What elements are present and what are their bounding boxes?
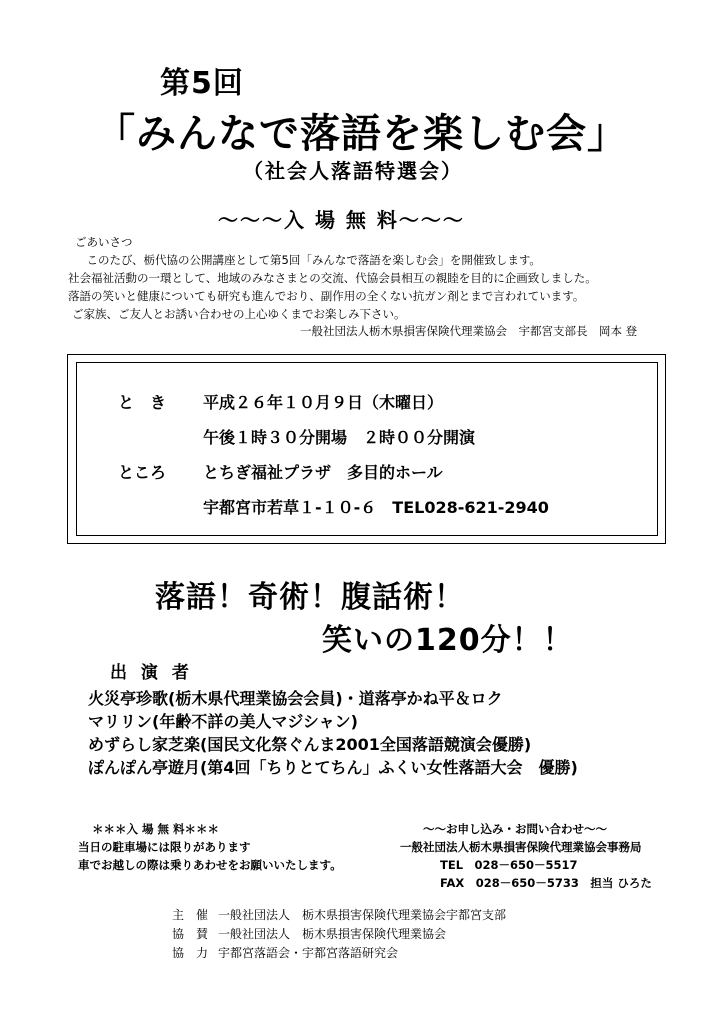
- support-label: 協 賛: [172, 927, 209, 941]
- parking-note: 当日の駐車場には限りがあります: [78, 840, 251, 854]
- performer-item: マリリン(年齢不詳の美人マジシャン): [88, 712, 358, 731]
- performers-heading: 出 演 者: [110, 663, 193, 683]
- performer-item: 火災亭珍歌(栃木県代理業協会会員)・道落亭かね平＆ロク: [88, 689, 503, 708]
- contact-fax: FAX 028－650－5733 担当 ひろた: [440, 876, 652, 890]
- greeting-line-4: ご家族、ご友人とお誘い合わせの上心ゆくまでお楽しみ下さい。: [72, 307, 406, 321]
- greeting-line-3: 落語の笑いと健康についても研究も進んでおり、副作用の全くない抗ガン剤とまで言われています。: [68, 289, 585, 303]
- contact-org: 一般社団法人栃木県損害保険代理業協会事務局: [400, 840, 642, 854]
- carpool-note: 車でお越しの際は乗りあわせをお願いいたします。: [78, 858, 342, 872]
- admission-banner: ～～～入 場 無 料～～～: [218, 208, 465, 232]
- coop-name: 宇都宮落語会・宇都宮落語研究会: [218, 946, 399, 960]
- event-date: 平成２６年１０月９日（木曜日）: [203, 393, 444, 412]
- event-venue: とちぎ福祉プラザ 多目的ホール: [203, 463, 443, 482]
- performer-item: めずらし家芝楽(国民文化祭ぐんま2001全国落語競演会優勝): [88, 735, 532, 754]
- place-label: ところ: [118, 463, 167, 482]
- event-title: 「みんなで落語を楽しむ会」: [95, 111, 628, 157]
- coop-label: 協 力: [172, 946, 209, 960]
- event-subtitle: （社会人落語特選会）: [243, 159, 463, 183]
- time-label: と き: [118, 393, 167, 412]
- event-address: 宇都宮市若草１-１０-６ TEL028-621-2940: [203, 498, 549, 517]
- greeting-signature: 一般社団法人栃木県損害保険代理業協会 宇都宮支部長 岡本 登: [300, 324, 638, 338]
- edition-title: 第5回: [160, 66, 244, 101]
- greeting-line-1: このたび、栃代協の公開講座として第5回「みんなで落語を楽しむ会」を開催致します。: [75, 253, 541, 267]
- contact-tel: TEL 028－650－5517: [440, 858, 578, 872]
- greeting-heading: ごあいさつ: [75, 235, 133, 249]
- footer-admission: ＊＊＊入 場 無 料＊＊＊: [92, 822, 220, 836]
- contact-heading: ～～お申し込み・お問い合わせ～～: [423, 822, 607, 836]
- event-hours: 午後１時３０分開場 ２時００分開演: [203, 428, 476, 447]
- greeting-line-2: 社会福祉活動の一環として、地域のみなさまとの交流、代協会員相互の親睦を目的に企画致しました。: [68, 271, 597, 285]
- performer-item: ぽんぽん亭遊月(第4回「ちりとてちん」ふくい女性落語大会 優勝): [88, 758, 578, 777]
- support-name: 一般社団法人 栃木県損害保険代理業協会: [218, 927, 447, 941]
- host-name: 一般社団法人 栃木県損害保険代理業協会宇都宮支部: [218, 908, 507, 922]
- host-label: 主 催: [172, 908, 209, 922]
- duration-headline: 笑いの120分！！: [322, 623, 574, 658]
- acts-headline: 落語！奇術！腹話術！: [155, 580, 465, 615]
